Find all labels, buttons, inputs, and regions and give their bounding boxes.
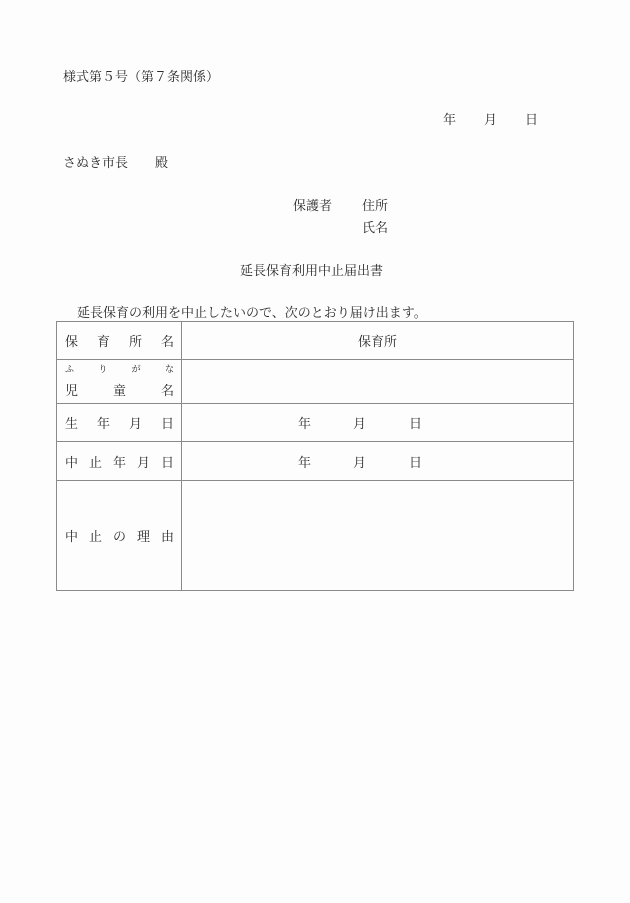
label-cell xyxy=(57,442,182,481)
birth-date-field[interactable]: 年 月 日 xyxy=(182,404,574,442)
stop-date-label: 中 止 年 月 日 xyxy=(65,455,174,471)
child-name-label: 児 童 名 xyxy=(65,384,174,399)
label-cell xyxy=(57,404,182,442)
furigana-label: ふ り が な xyxy=(65,365,174,375)
document-title: 延長保育利用中止届出書 xyxy=(240,264,384,279)
form-number: 様式第５号（第７条関係） xyxy=(63,70,220,85)
submission-date xyxy=(443,109,538,128)
addressee-name: さぬき市長 xyxy=(63,156,129,171)
guardian-label: 保護者 xyxy=(293,199,333,214)
date-month: 月 xyxy=(484,113,498,128)
table-row-stop-date xyxy=(57,442,574,481)
birth-date-label: 生 年 月 日 xyxy=(65,417,174,432)
stop-reason-field[interactable] xyxy=(182,481,574,591)
label-cell xyxy=(57,481,182,591)
table-row-birth-date xyxy=(57,404,574,442)
name-label: 氏名 xyxy=(362,221,389,236)
label-cell xyxy=(57,322,182,360)
table-row-child-name xyxy=(57,360,574,404)
form-table xyxy=(56,321,574,591)
nursery-suffix: 保育所 xyxy=(357,335,397,350)
table-row-nursery-name xyxy=(57,322,574,360)
stop-reason-label: 中 止 の 理 由 xyxy=(65,530,174,545)
table-row-stop-reason xyxy=(57,481,574,591)
nursery-name-label: 保 育 所 名 xyxy=(65,335,174,350)
address-label: 住所 xyxy=(362,199,389,214)
date-day: 日 xyxy=(525,113,539,128)
label-cell xyxy=(57,360,182,404)
addressee xyxy=(63,152,168,171)
intro-text: 延長保育の利用を中止したいので、次のとおり届け出ます。 xyxy=(77,306,427,321)
nursery-name-field[interactable] xyxy=(182,322,574,360)
stop-date-field[interactable]: 年 月 日 xyxy=(182,442,574,481)
addressee-honorific: 殿 xyxy=(155,156,169,171)
date-year: 年 xyxy=(443,113,457,128)
child-name-field[interactable] xyxy=(182,360,574,404)
